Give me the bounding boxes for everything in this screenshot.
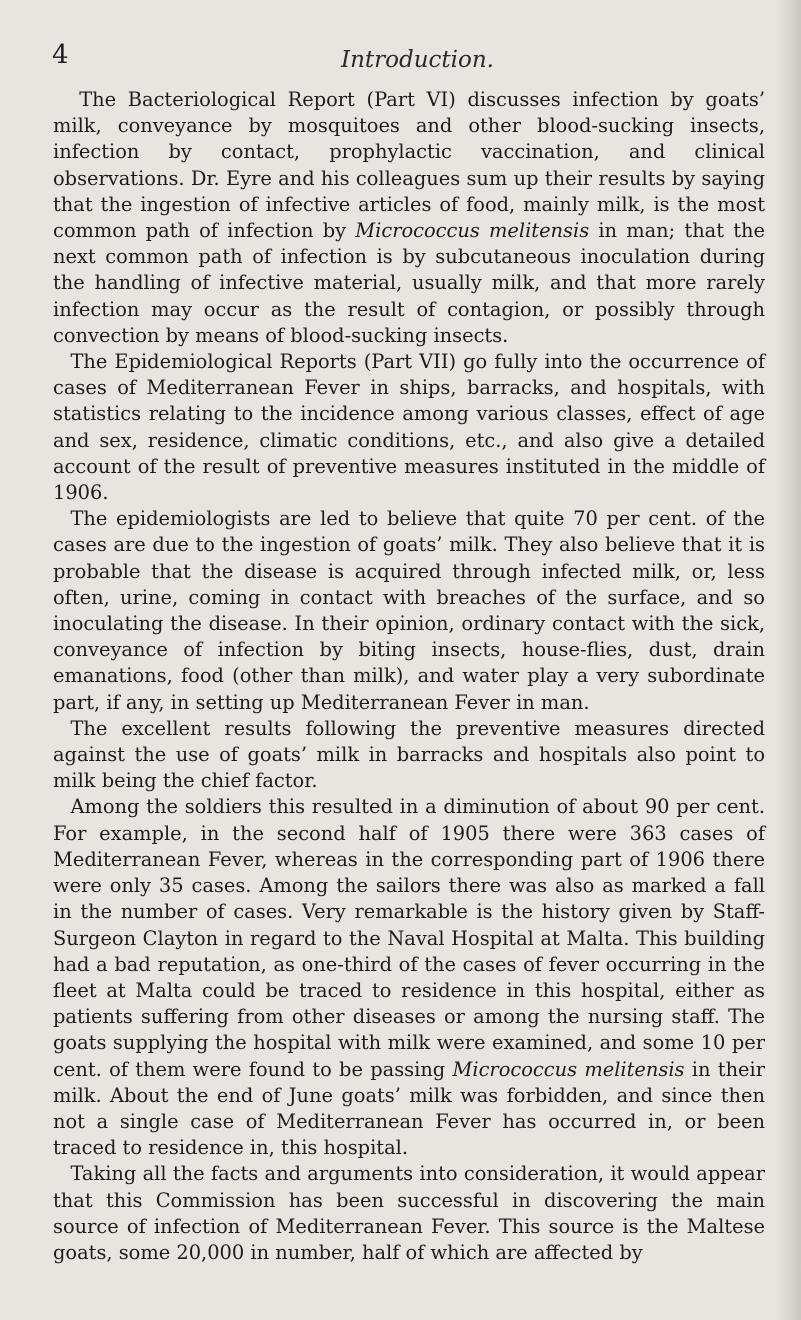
text-run: The Epidemiological Reports (Part VII) go fully into the occurrence of cases of Mediterranean Fever in ships, barracks, and hospitals, with statistics relating to the incidence among various classes, effect of age and sex, residence, climatic conditions, etc., and also give a detailed account of the result of preventive measures instituted in the middle of 1906.: [53, 350, 765, 505]
text-run: The epidemiologists are led to believe that quite 70 per cent. of the cases are due to the ingestion of goats’ milk. They also believe that it is probable that the disease is acquired through infected milk, or, less often, urine, coming in contact with breaches of the surface, and so inoculating the disease. In their opinion, ordinary contact with the sick, conveyance of infection by biting insects, house-flies, dust, drain emanations, food (other than milk), and water play a very subordinate part, if any, in setting up Mediterranean Fever in man.: [53, 507, 765, 714]
body-text: [53, 87, 765, 1266]
page-number: 4: [52, 40, 69, 70]
species-name: Micrococcus melitensis: [452, 1057, 685, 1081]
running-title: Introduction.: [341, 47, 494, 73]
paragraph-preventive-results: [53, 716, 765, 795]
text-run: in their milk. About the end of June goats’ milk was forbidden, and since then not a single case of Mediterranean Fever has occurred in, or been traced to residence in, this hospital.: [53, 1057, 766, 1160]
text-run: in man; that the next common path of infection is by subcutaneous inoculation during the handling of infective material, usually milk, and that more rarely infection may occur as the result of contagion, or possibly through convection by means of blood-sucking insects.: [53, 219, 765, 347]
text-run: Among the soldiers this resulted in a diminution of about 90 per cent. For example, in the second half of 1905 there were 363 cases of Mediterranean Fever, whereas in the corresponding part of 1906 there were only 35 cases. Among the sailors there was also as marked a fall in the number of cases. Very remarkable is the history given by Staff-Surgeon Clayton in regard to the Naval Hospital at Malta. This building had a bad reputation, as one-third of the cases of fever occurring in the fleet at Malta could be traced to residence in this hospital, either as patients suffering from other diseases or among the nursing staff. The goats supplying the hospital with milk were examined, and some 10 per cent. of them were found to be passing: [53, 795, 765, 1081]
text-run: The Bacteriological Report (Part VI) discusses infection by goats’ milk, conveyance by mosquitoes and other blood-sucking insects, infection by contact, prophylactic vaccination, and clinical observations. Dr. Eyre and his colleagues sum up their results by saying that the ingestion of infective articles of food, mainly milk, is the most common path of infection by: [53, 88, 765, 243]
paragraph-epidemiologists: [53, 506, 765, 716]
paragraph-epidemiological-reports: [53, 349, 765, 506]
paragraph-bacteriological-report: [53, 87, 765, 349]
text-run: Taking all the facts and arguments into consideration, it would appear that this Commission has been successful in discovering the main source of infection of Mediterranean Fever. This source is the Maltese goats, some 20,000 in number, half of which are affected by: [53, 1162, 765, 1264]
page-edge-shadow: [777, 0, 801, 1320]
text-run: The excellent results following the preventive measures directed against the use of goats’ milk in barracks and hospitals also point to milk being the chief factor.: [53, 716, 765, 793]
species-name: Micrococcus melitensis: [355, 219, 590, 243]
paragraph-conclusion: [53, 1161, 765, 1266]
paragraph-soldiers-and-sailors: [53, 794, 765, 1161]
